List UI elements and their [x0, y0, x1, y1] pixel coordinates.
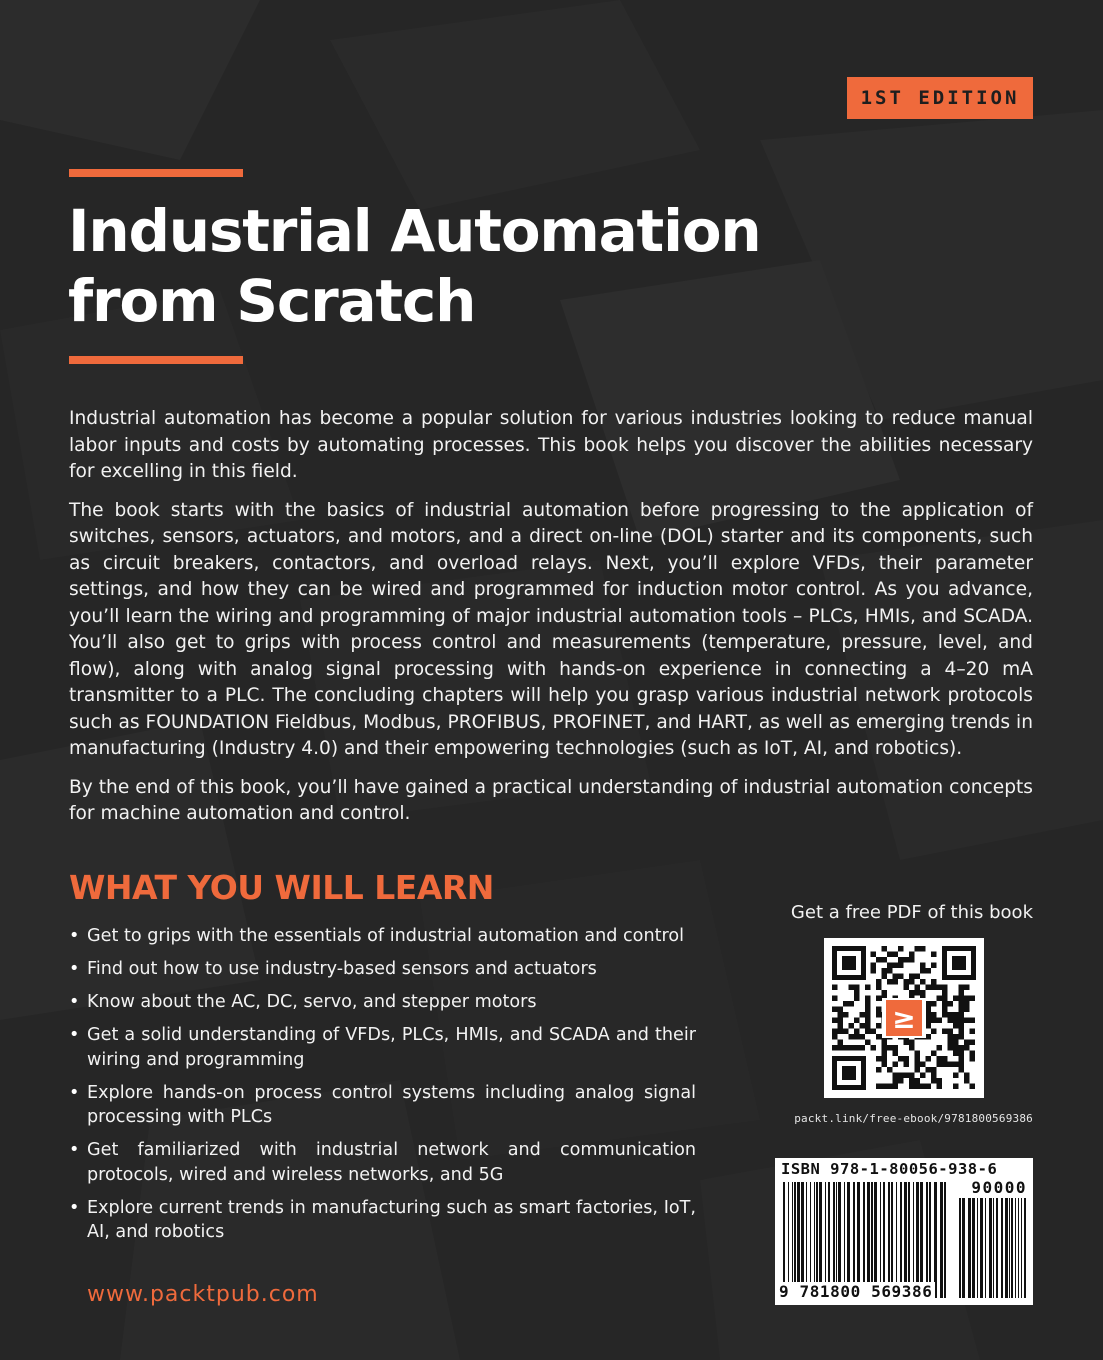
list-item	[69, 1196, 696, 1245]
list-item	[69, 990, 696, 1015]
book-description	[69, 406, 1033, 840]
list-item-text: Get to grips with the essentials of industrial automation and control	[87, 926, 684, 946]
list-item-text: Get a solid understanding of VFDs, PLCs, HMIs, and SCADA and their wiring and programming	[87, 1025, 696, 1070]
qr-code-icon[interactable]	[824, 938, 984, 1098]
list-item	[69, 1138, 696, 1187]
description-paragraph: By the end of this book, you’ll have gained a practical understanding of industrial automation concepts for machine automation and control.	[69, 776, 1033, 824]
isbn-number: ISBN 978-1-80056-938-6	[781, 1160, 998, 1178]
book-title	[68, 196, 828, 336]
list-item-text: Get familiarized with industrial network and communication protocols, wired and wireless networks, and 5G	[87, 1140, 696, 1185]
bullet-icon: •	[69, 992, 80, 1012]
learning-outcomes-list	[69, 924, 696, 1253]
title-accent-bar-bottom	[69, 356, 243, 364]
list-item	[69, 957, 696, 982]
title-accent-bar-top	[69, 169, 243, 177]
list-item	[69, 1023, 696, 1072]
qr-code-graphic	[824, 938, 984, 1098]
barcode-digits: 9 781800 569386	[779, 1282, 933, 1301]
list-item-text: Explore current trends in manufacturing such as smart factories, IoT, AI, and robotics	[87, 1197, 696, 1242]
description-paragraph: The book starts with the basics of industrial automation before progressing to the application of switches, sensors, actuators, and motors, and a direct on-line (DOL) starter and its components, such as circuit breakers, contactors, and overload relays. Next, you’ll explore VFDs, their parameter settings, and how they can be wired and programmed for induction motor control. As you advance, you’ll learn the wiring and programming of major industrial automation tools – PLCs, HMIs, and SCADA. You’ll also get to grips with process control and measurements (temperature, pressure, level, and flow), along with analog signal processing with hands-on experience in connecting a 4–20 mA transmitter to a PLC. The concluding chapters will help you grasp various industrial network protocols such as FOUNDATION Fieldbus, Modbus, PROFIBUS, PROFINET, and HART, as well as emerging trends in manufacturing (Industry 4.0) and their empowering technologies (such as IoT, AI, and robotics).	[69, 499, 1033, 759]
bullet-icon: •	[69, 1140, 80, 1160]
free-pdf-label: Get a free PDF of this book	[790, 902, 1033, 923]
list-item-text: Find out how to use industry-based sensors and actuators	[87, 959, 597, 979]
book-title-line-1: Industrial Automation	[68, 197, 761, 265]
isbn-barcode	[775, 1158, 1033, 1305]
edition-badge: 1ST EDITION	[847, 77, 1033, 119]
price-code: 90000	[971, 1178, 1027, 1197]
bullet-icon: •	[69, 1197, 80, 1218]
list-item	[69, 1081, 696, 1130]
list-item	[69, 924, 696, 949]
packt-logo-glyph: ≥	[892, 1002, 916, 1035]
bullet-icon: •	[69, 1025, 80, 1045]
description-paragraph: Industrial automation has become a popular solution for various industries looking to reduce manual labor inputs and costs by automating processes. This book helps you discover the abilities necessary for excelling in this field.	[69, 408, 1033, 482]
free-pdf-url[interactable]: packt.link/free-ebook/9781800569386	[794, 1112, 1033, 1125]
bullet-icon: •	[69, 926, 80, 946]
bullet-icon: •	[69, 959, 80, 979]
list-item-text: Explore hands-on process control systems including analog signal processing with PLCs	[87, 1082, 696, 1127]
what-you-will-learn-heading: WHAT YOU WILL LEARN	[69, 868, 494, 907]
list-item-text: Know about the AC, DC, servo, and stepper motors	[87, 992, 537, 1012]
bullet-icon: •	[69, 1082, 80, 1103]
book-title-line-2: from Scratch	[68, 267, 476, 335]
publisher-website-link[interactable]: www.packtpub.com	[87, 1282, 319, 1307]
